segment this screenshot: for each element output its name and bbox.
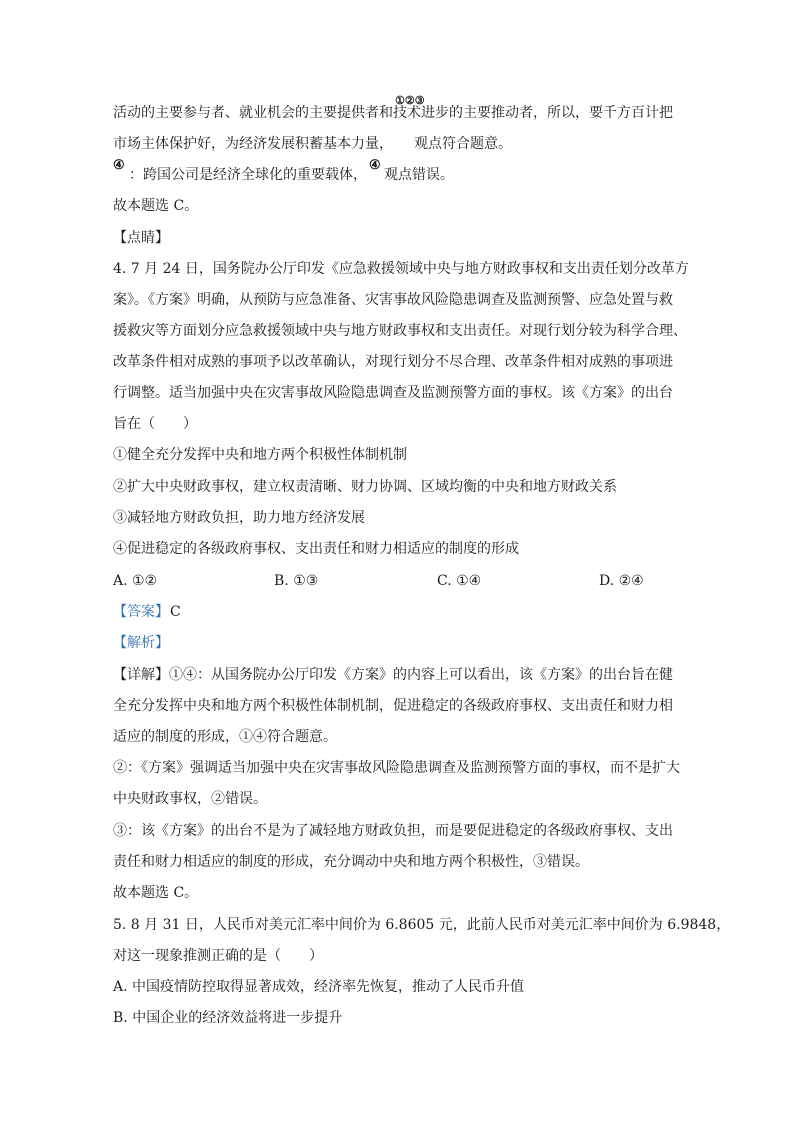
analysis-line: 责任和财力相适应的制度的形成，充分调动中央和地方两个积极性，③错误。 bbox=[113, 854, 589, 870]
option-a: A. ①② bbox=[113, 573, 158, 589]
option-a: A. 中国疫情防控取得显著成效，经济率先恢复，推动了人民币升值 bbox=[113, 979, 525, 995]
analysis-line: 【详解】①④：从国务院办公厅印发《方案》的内容上可以看出，该《方案》的出台旨在健 bbox=[113, 667, 673, 683]
statement-item: ④促进稳定的各级政府事权、支出责任和财力相适应的制度的形成 bbox=[113, 541, 519, 557]
text-line: 活动的主要参与者、就业机会的主要提供者和技术进步的主要推动者，所以，要千方百计把 bbox=[113, 105, 673, 121]
option-b: B. ①③ bbox=[274, 573, 319, 589]
analysis-line: ③：该《方案》的出台不是为了减轻地方财政负担，而是要促进稳定的各级政府事权、支出 bbox=[113, 823, 673, 839]
text-line: 市场主体保护好，为经济发展积蓄基本力量， bbox=[113, 136, 393, 152]
text-line: ：跨国公司是经济全球化的重要载体， bbox=[129, 167, 367, 183]
question-stem-line: 旨在（ ） bbox=[113, 416, 197, 432]
text-line: 观点符合题意。 bbox=[414, 136, 512, 152]
option-d: D. ②④ bbox=[599, 573, 644, 589]
question-stem-line: 对这一现象推测正确的是（ ） bbox=[113, 948, 323, 964]
circled-numbers-overlay: ①②③ bbox=[395, 94, 425, 107]
option-c: C. ①④ bbox=[437, 573, 482, 589]
question-stem-line: 5. 8 月 31 日，人民币对美元汇率中间价为 6.8605 元，此前人民币对美元汇率中间价为 6.9848， bbox=[113, 917, 731, 933]
analysis-label: 【解析】 bbox=[113, 635, 169, 651]
text-line: 观点错误。 bbox=[384, 167, 454, 183]
conclusion-line: 故本题选 C。 bbox=[113, 198, 199, 214]
conclusion-line: 故本题选 C。 bbox=[113, 885, 199, 901]
circled-number: ④ bbox=[113, 158, 125, 173]
statement-item: ②扩大中央财政事权，建立权责清晰、财力协调、区域均衡的中央和地方财政关系 bbox=[113, 479, 617, 495]
option-b: B. 中国企业的经济效益将进一步提升 bbox=[113, 1010, 343, 1026]
tip-label: 【点睛】 bbox=[113, 230, 169, 246]
analysis-line: 全充分发挥中央和地方两个积极性体制机制，促进稳定的各级政府事权、支出责任和财力相 bbox=[113, 698, 673, 714]
question-stem-line: 行调整。适当加强中央在灾害事故风险隐患调查及监测预警方面的事权。该《方案》的出台 bbox=[113, 385, 673, 401]
analysis-line: 中央财政事权，②错误。 bbox=[113, 791, 267, 807]
statement-item: ③减轻地方财政负担，助力地方经济发展 bbox=[113, 510, 365, 526]
analysis-line: ②：《方案》强调适当加强中央在灾害事故风险隐患调查及监测预警方面的事权，而不是扩大 bbox=[113, 760, 680, 776]
question-stem-line: 改革条件相对成熟的事项予以改革确认，对现行划分不尽合理、改革条件相对成熟的事项进 bbox=[113, 354, 673, 370]
question-stem-line: 援救灾等方面划分应急救援领域中央与地方财政事权和支出责任。对现行划分较为科学合理、 bbox=[113, 323, 687, 339]
circled-number: ④ bbox=[369, 158, 381, 173]
statement-item: ①健全充分发挥中央和地方两个积极性体制机制 bbox=[113, 447, 407, 463]
question-stem-line: 案》。《方案》明确，从预防与应急准备、灾害事故风险隐患调查及监测预警、应急处置与救 bbox=[113, 292, 673, 308]
answer-value: C bbox=[170, 604, 181, 620]
answer-label: 【答案】 bbox=[113, 604, 169, 620]
analysis-line: 适应的制度的形成，①④符合题意。 bbox=[113, 729, 337, 745]
question-stem-line: 4. 7 月 24 日，国务院办公厅印发《应急救援领域中央与地方财政事权和支出责任划分改革方 bbox=[113, 261, 689, 277]
